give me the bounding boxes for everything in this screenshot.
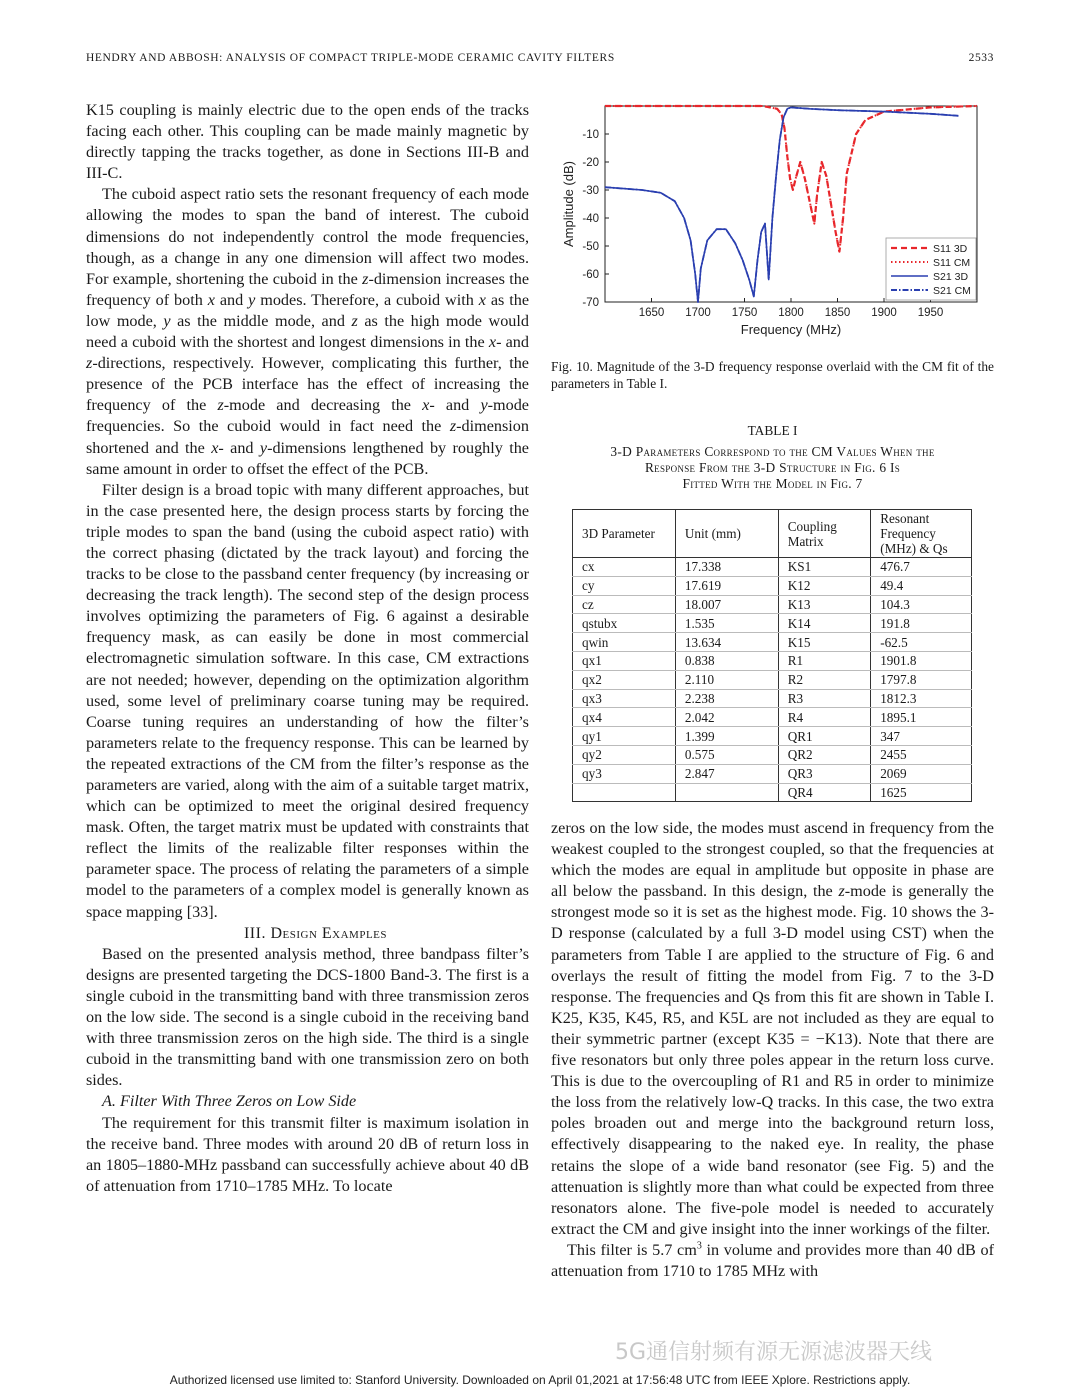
left-column [86, 100, 529, 1197]
table-cell: R1 [778, 651, 870, 670]
table-cell: cy [573, 576, 676, 595]
y-tick-label: -20 [582, 157, 599, 169]
table-row [573, 576, 972, 595]
table-cell: qy2 [573, 745, 676, 764]
table-cell [675, 783, 778, 802]
table-cell: 2069 [871, 764, 972, 783]
right-paragraph-1: zeros on the low side, the modes must ascend in frequency from the weakest coupled to the strongest coupled, so that the frequencies at which the modes are equal in amplitude but opposite in phase are all below the passband. In this design, the z-mode is generally the strongest mode so it is set as the highest mode. Fig. 10 shows the 3-D response (calculated by a full 3-D model using CST) when the parameters from Table I are applied to the structure of Fig. 6 and overlays the result of fitting the model from Fig. 7 to the 3-D response. The frequencies and Qs from this fit are shown in Table I. K25, K35, K45, R5, and K5L are not included as they are equal to their symmetric partner (except K35 = −K13). Note that there are five resonators but only three poles appear in the return loss curve. This is due to the overcoupling of R1 and R5 in order to minimize the loss from the relatively low-Q tracks. In this case, the two extra poles broaden out and merge into the background return loss, effectively disappearing to the naked eye. In reality, the phase retains the slope of a wide band resonator (see Fig. 5) and the attenuation is slightly more than what could be expected from three resonators alone. The five-pole model is needed to accurately extract the CM and give insight into the inner workings of the filter. [551, 819, 994, 1238]
table-label: TABLE I [747, 423, 798, 438]
section-heading: III. Design Examples [243, 924, 388, 942]
table-cell: R3 [778, 689, 870, 708]
table-cell: 476.7 [871, 558, 972, 577]
legend-label-s11-3d: S11 3D [933, 243, 968, 255]
table-cell: -62.5 [871, 633, 972, 652]
table-cell: KS1 [778, 558, 870, 577]
left-paragraph-1: K15 coupling is mainly electric due to the open ends of the tracks facing each other. This coupling can be made mainly magnetic by directly tapping the tracks together, as done in Sections III-B and III-C. [86, 101, 529, 183]
table-row [573, 689, 972, 708]
table-cell: K14 [778, 614, 870, 633]
x-tick-label: 1850 [824, 307, 851, 319]
table-title-line-3: Fitted With the Model in Fig. 7 [682, 476, 863, 491]
x-axis-label: Frequency (MHz) [740, 322, 842, 337]
page-number: 2533 [968, 52, 994, 64]
table-body [573, 558, 972, 802]
table-cell: 2.042 [675, 708, 778, 727]
chart-legend [886, 238, 976, 300]
license-footer: Authorized licensed use limited to: Stanford University. Downloaded on April 01,2021 at 17:56:48 UTC from IEEE Xplore. Restrictions apply. [169, 1373, 911, 1387]
table-cell: 347 [871, 727, 972, 746]
table-cell [573, 783, 676, 802]
table-title [551, 423, 994, 492]
table-cell: qx4 [573, 708, 676, 727]
table-cell: 2.847 [675, 764, 778, 783]
table-cell: 18.007 [675, 595, 778, 614]
table-cell: 17.619 [675, 576, 778, 595]
frequency-response-chart [556, 98, 986, 348]
y-tick-label: -10 [582, 129, 599, 141]
table-cell: K15 [778, 633, 870, 652]
x-tick-label: 1750 [731, 307, 758, 319]
table-cell: qx2 [573, 670, 676, 689]
x-tick-label: 1900 [871, 307, 897, 319]
table-cell: 191.8 [871, 614, 972, 633]
table-cell: cx [573, 558, 676, 577]
table-cell: 1.399 [675, 727, 778, 746]
table-cell: qstubx [573, 614, 676, 633]
table-header-coupling: Coupling Matrix [778, 510, 870, 558]
left-paragraph-2: The cuboid aspect ratio sets the resonant frequency of each mode allowing the modes to span the band of interest. The cuboid dimensions do not independently control the mode frequencies, though, as a change in any one dimension will affect two modes. For example, shortening the cuboid in the z-dimension increases the frequency of both x and y modes. Therefore, a cuboid with x as the low mode, y as the middle mode, and z as the high mode would need a cuboid with the shortest and longest dimensions in the x- and z-directions, respectively. However, complicating this further, the presence of the PCB interface has the effect of increasing the frequency of the z-mode and decreasing the x- and y-mode frequencies. So the cuboid would in fact need the z-dimension shortened and the x- and y-dimensions lengthened by roughly the same amount in order to offset the effect of the PCB. [86, 185, 530, 478]
y-tick-label: -40 [582, 213, 599, 225]
right-column [551, 818, 994, 1282]
running-title: HENDRY AND ABBOSH: ANALYSIS OF COMPACT TRIPLE-MODE CERAMIC CAVITY FILTERS [86, 52, 615, 64]
subsection-heading: A. Filter With Three Zeros on Low Side [102, 1092, 357, 1111]
x-tick-label: 1800 [778, 307, 804, 319]
table-header-row [573, 510, 972, 558]
table-row [573, 745, 972, 764]
table-cell: 2.238 [675, 689, 778, 708]
table-row [573, 708, 972, 727]
x-tick-label: 1700 [685, 307, 711, 319]
left-paragraph-3: Filter design is a broad topic with many different approaches, but in the case presented here, the design process starts by forcing the triple modes to span the band (using the cuboid aspect ratio) with the correct phasing (dictated by the track layout) and forcing the tracks to be close to the passband center frequency (by increasing or decreasing the track length). The second step of the design process involves optimizing the parameters of Fig. 6 against a desirable frequency mask, as can easily be done in most commercial electromagnetic simulation software. In this case, CM extractions are not needed; however, depending on the optimization algorithm used, some level of preliminary coarse tuning may be required. Coarse tuning requires an understanding of how the filter’s parameters relate to the frequency response. This can be learned by the repeated extractions of the CM from the filter’s response as the parameters are varied, along with the aim of a suitable target matrix, which can be optimized to meet the original desired frequency mask. Often, the target matrix must be updated with constraints that reflect the limits of the realizable filter responses within the parameter space. The process of relating the parameters of a simple model to the parameters of a complex model is generally known as space mapping [33]. [86, 480, 529, 921]
table-cell: qx3 [573, 689, 676, 708]
table-cell: 2455 [871, 745, 972, 764]
y-tick-label: -70 [582, 297, 599, 309]
table-header-parameter: 3D Parameter [573, 510, 676, 558]
table-cell: 104.3 [871, 595, 972, 614]
table-cell: 2.110 [675, 670, 778, 689]
table-cell: 49.4 [871, 576, 972, 595]
table-cell: qy1 [573, 727, 676, 746]
table-row [573, 595, 972, 614]
y-axis-label: Amplitude (dB) [561, 161, 576, 247]
table-cell: 13.634 [675, 633, 778, 652]
right-paragraph-2: This filter is 5.7 $cm^3$ in volume and provides more than 40 dB of attenuation from 1710 to 1785 MHz with [551, 1240, 994, 1280]
table-cell: 1.535 [675, 614, 778, 633]
table-cell: K12 [778, 576, 870, 595]
table-cell: 1895.1 [871, 708, 972, 727]
table-cell: qy3 [573, 764, 676, 783]
table-cell: K13 [778, 595, 870, 614]
x-tick-label: 1650 [638, 307, 665, 319]
table-cell: qwin [573, 633, 676, 652]
table-cell: 1901.8 [871, 651, 972, 670]
table-cell: 1812.3 [871, 689, 972, 708]
table-row [573, 558, 972, 577]
y-tick-label: -50 [582, 241, 599, 253]
table-title-line-2: Response From the 3-D Structure in Fig. 6 Is [644, 460, 901, 475]
running-header [86, 52, 994, 64]
table-cell: R4 [778, 708, 870, 727]
table-cell: R2 [778, 670, 870, 689]
legend-label-s21-cm: S21 CM [933, 285, 971, 297]
y-tick-label: -30 [582, 185, 599, 197]
table-cell: 0.838 [675, 651, 778, 670]
table-row [573, 670, 972, 689]
table-cell: 1625 [871, 783, 972, 802]
left-paragraph-4: Based on the presented analysis method, three bandpass filter’s designs are presented targeting the DCS-1800 Band-3. The first is a single cuboid in the transmitting band with three transmission zeros on the low side. The second is a single cuboid in the receiving band with three transmission zeros on the high side. The third is a single cuboid in the transmitting band with one transmission zero on both sides. [86, 944, 529, 1090]
parameter-table [572, 509, 972, 802]
legend-label-s11-cm: S11 CM [933, 257, 971, 269]
table-cell: QR4 [778, 783, 870, 802]
left-paragraph-5: The requirement for this transmit filter is maximum isolation in the receive band. Three modes with around 20 dB of return loss in an 1805–1880-MHz passband can successfully achieve about 40 dB of attenuation from 1710–1785 MHz. To locate [86, 1113, 529, 1195]
table-title-line-1: 3-D Parameters Correspond to the CM Values When the [610, 444, 935, 459]
table-row [573, 651, 972, 670]
table-row [573, 633, 972, 652]
table-cell: cz [573, 595, 676, 614]
legend-label-s21-3d: S21 3D [933, 271, 969, 283]
table-header-resonant: Resonant Frequency (MHz) & Qs [871, 510, 972, 558]
table-cell: 1797.8 [871, 670, 972, 689]
table-cell: QR2 [778, 745, 870, 764]
table-row [573, 614, 972, 633]
table-cell: 0.575 [675, 745, 778, 764]
table-header-unit: Unit (mm) [675, 510, 778, 558]
x-tick-label: 1950 [917, 307, 944, 319]
table-row [573, 727, 972, 746]
table-cell: QR1 [778, 727, 870, 746]
watermark: 5G通信射频有源无源滤波器天线 [615, 1340, 933, 1365]
table-row [573, 764, 972, 783]
figure-caption: Fig. 10. Magnitude of the 3-D frequency response overlaid with the CM fit of the parameters in Table I. [551, 359, 994, 391]
table-cell: qx1 [573, 651, 676, 670]
table-row [573, 783, 972, 802]
y-tick-label: -60 [582, 269, 599, 281]
table-cell: 17.338 [675, 558, 778, 577]
table-cell: QR3 [778, 764, 870, 783]
